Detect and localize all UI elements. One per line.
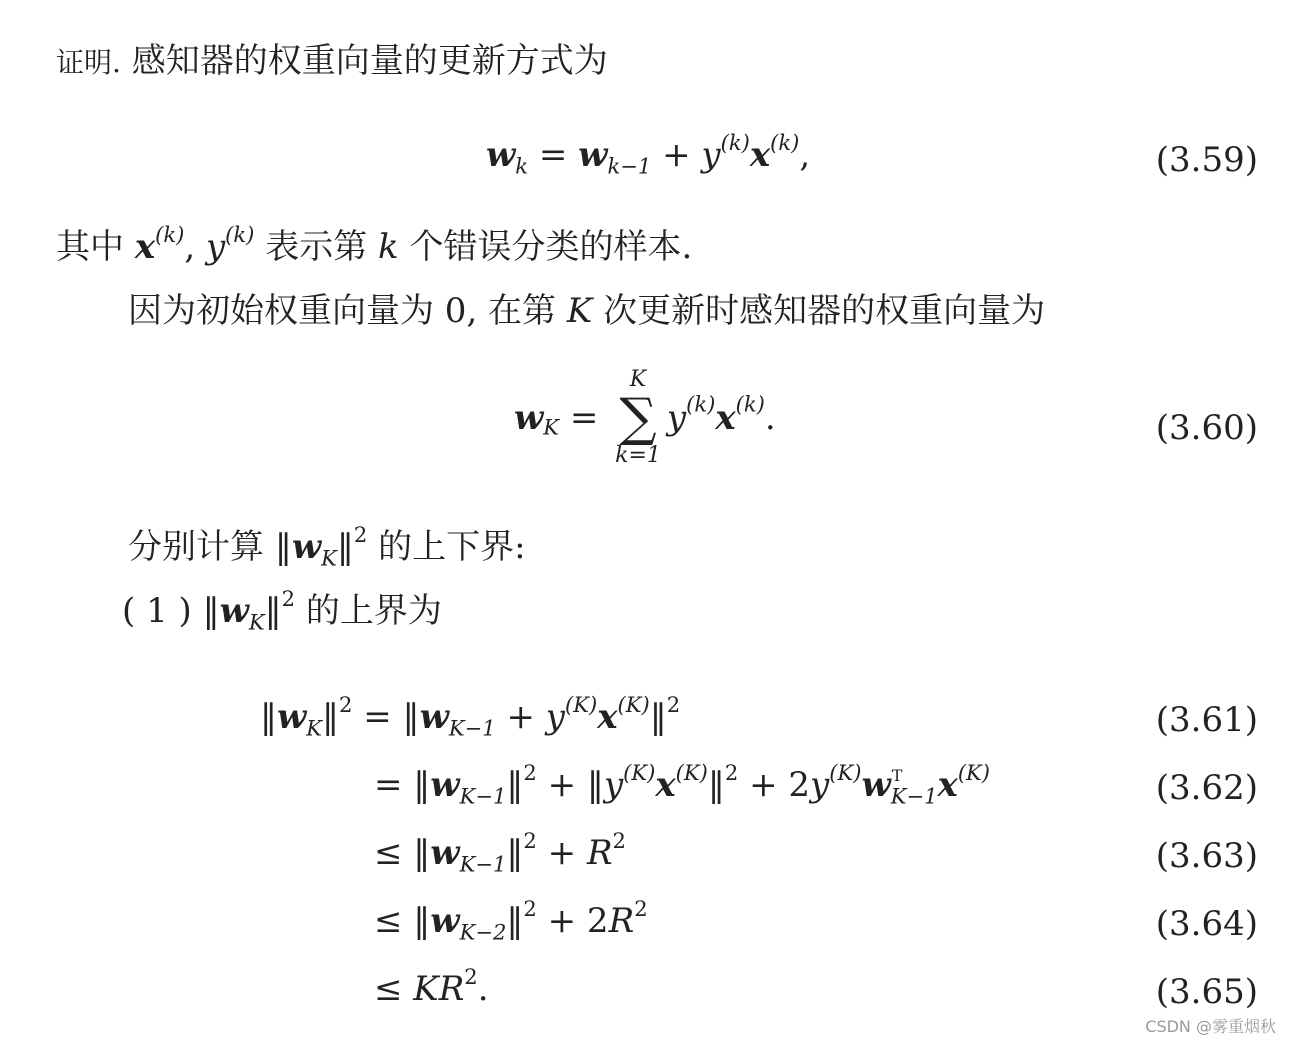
equation-3-64: ≤ $‖w_{K-2}‖^2 + 2R^2$ bbox=[374, 896, 648, 945]
initial-weight-line: 因为初始权重向量为 0, 在第 K 次更新时感知器的权重向量为 bbox=[128, 291, 1046, 331]
bounds-line: 分别计算 $‖w_K‖^2$ 的上下界: bbox=[128, 522, 526, 571]
equation-3-61: $‖w_K‖^2$ = $‖w_{K-1}$ + $y^{(K)}x^{(K)}‖^2$ bbox=[260, 692, 681, 741]
watermark: CSDN @雾重烟秋 bbox=[1145, 1017, 1276, 1036]
equation-3-59: $w_k = w_{k-1} + y^{(k)}x^{(k)}$, bbox=[486, 130, 811, 179]
equation-number-3-64: (3.64) bbox=[1155, 904, 1258, 944]
equation-number-3-60: (3.60) bbox=[1155, 408, 1258, 448]
sample-definition-line: 其中 $x^{(k)}$, $y^{(k)}$ 表示第 k 个错误分类的样本. bbox=[56, 222, 693, 267]
equation-number-3-62: (3.62) bbox=[1155, 768, 1258, 808]
equation-3-62: = $‖w_{K-1}‖^2$ + $‖y^{(K)}x^{(K)}‖^2 + 2y^{(K)}w$ T $_{K-1}x^{(K)}$ bbox=[374, 760, 991, 809]
proof-label: 证明. bbox=[56, 46, 121, 79]
equation-3-60: $w_K$ = K ∑ k=1 $y^{(k)}x^{(k)}$. bbox=[514, 367, 776, 469]
equation-3-65: ≤ $KR^2$. bbox=[374, 964, 489, 1009]
upper-bound-line: ( 1 ) $‖w_K‖^2$ 的上界为 bbox=[122, 586, 442, 635]
equation-3-63: ≤ $‖w_{K-1}‖^2 + R^2$ bbox=[374, 828, 626, 877]
equation-number-3-63: (3.63) bbox=[1155, 836, 1258, 876]
summation: K ∑ k=1 bbox=[615, 367, 661, 469]
equation-number-3-61: (3.61) bbox=[1155, 700, 1258, 740]
equation-number-3-59: (3.59) bbox=[1155, 140, 1258, 180]
proof-intro-text: 感知器的权重向量的更新方式为 bbox=[131, 41, 608, 81]
proof-intro-line bbox=[56, 41, 608, 81]
equation-number-3-65: (3.65) bbox=[1155, 972, 1258, 1012]
